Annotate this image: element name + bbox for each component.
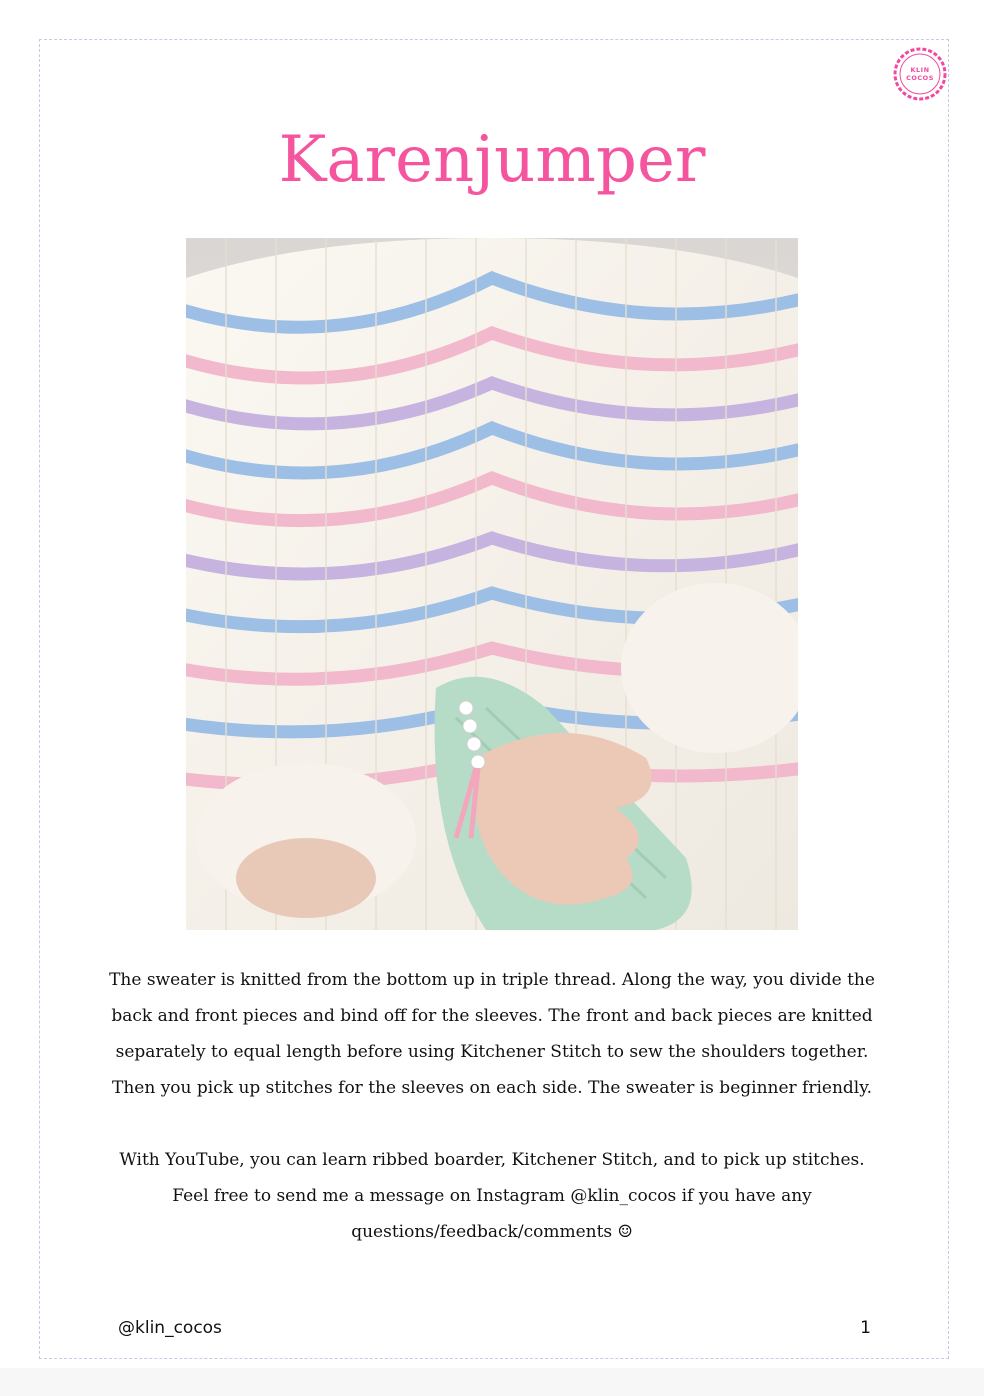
viewer-bottom-strip — [0, 1368, 984, 1396]
description-paragraph-1: The sweater is knitted from the bottom up in triple thread. Along the way, you divide the back and front pieces and bind off for the sleeves. The front and back pieces are knitted separately to equal length before using Kitchener Stitch to sew the shoulders together. Then you pick up stitches for the sleeves on each side. The sweater is beginner friendly. — [109, 970, 875, 1098]
page-number: 1 — [860, 1318, 871, 1338]
klin-cocos-logo — [892, 46, 948, 102]
knitted-sweater-photo-icon — [186, 238, 798, 930]
description-paragraph-2: With YouTube, you can learn ribbed boarder, Kitchener Stitch, and to pick up stitches. Feel free to send me a message on Instagram @klin_cocos if you have any questions/feedback/comments ☺ — [119, 1150, 865, 1242]
sweater-photo — [186, 238, 798, 930]
logo-text — [892, 46, 948, 102]
footer-handle: @klin_cocos — [118, 1318, 222, 1338]
logo-line-2: COCOS — [906, 74, 934, 82]
page-title: Karenjumper — [278, 123, 706, 197]
logo-line-1: KLIN — [910, 66, 930, 74]
description-text — [100, 962, 884, 1250]
